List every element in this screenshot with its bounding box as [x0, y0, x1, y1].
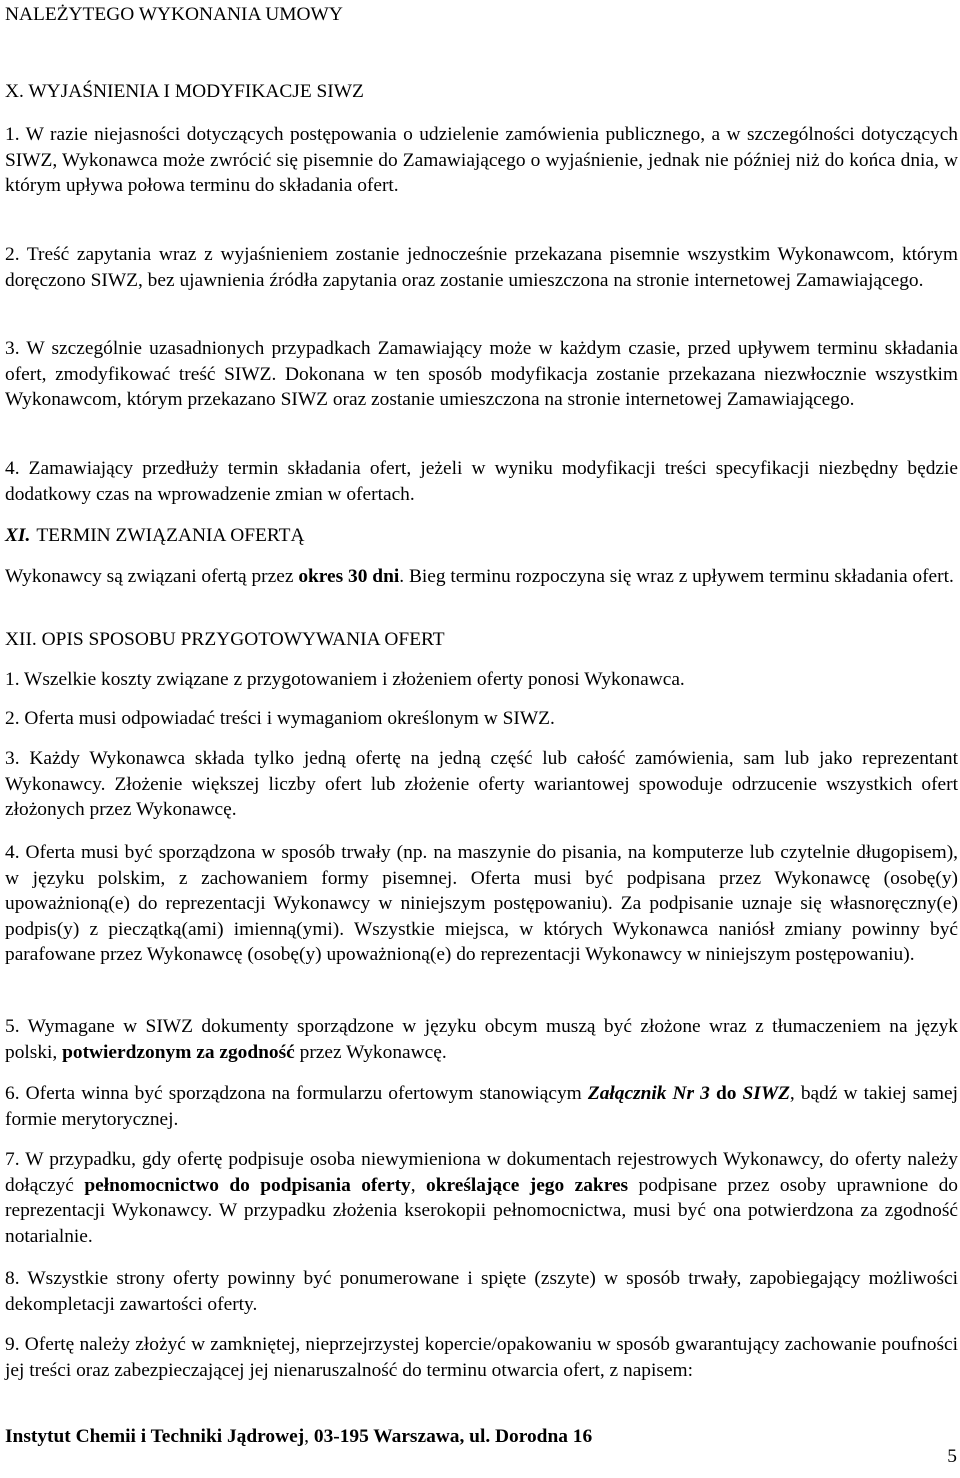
section-xi-title: TERMIN ZWIĄZANIA OFERTĄ	[36, 525, 305, 546]
section-x-heading: X. WYJAŚNIENIA I MODYFIKACJE SIWZ	[5, 81, 364, 102]
section-xii-paragraph-7: 7. W przypadku, gdy ofertę podpisuje osoba niewymieniona w dokumentach rejestrowych Wykonawcy, do oferty należy dołączyć pełnomocnictwo do podpisania oferty, określające jego zakres podpisane przez osoby uprawnione do reprezentacji Wykonawcy. W przypadku złożenia kserokopii pełnomocnictwa, musi być ona potwierdzona za zgodność notarialnie.	[5, 1149, 959, 1247]
section-x-paragraph-1: 1. W razie niejasności dotyczących postępowania o udzielenie zamówienia publicznego, a w szczególności dotyczących SIWZ, Wykonawca może zwrócić się pisemnie do Zamawiającego o wyjaśnienie, jednak nie później niż do końca dnia, w którym upływa połowa terminu do składania ofert.	[5, 124, 958, 196]
top-line: NALEŻYTEGO WYKONANIA UMOWY	[5, 4, 343, 25]
section-xi-heading	[5, 523, 958, 549]
section-xii-paragraph-3: 3. Każdy Wykonawca składa tylko jedną ofertę na jedną część lub całość zamówienia, sam lub jako reprezentant Wykonawcy. Złożenie większej liczby ofert lub złożenie oferty wariantowej spowoduje odrzucenie wszystkich ofert złożonych przez Wykonawcę.	[5, 748, 958, 820]
section-xii-paragraph-9: 9. Ofertę należy złożyć w zamkniętej, nieprzejrzystej kopercie/opakowaniu w sposób gwarantujący zachowanie poufności jej treści oraz zabezpieczającej jej nienaruszalność do terminu otwarcia ofert, z napisem:	[5, 1334, 958, 1381]
section-xii-heading: XII. OPIS SPOSOBU PRZYGOTOWYWANIA OFERT	[5, 629, 445, 650]
section-xii-paragraph-5: 5. Wymagane w SIWZ dokumenty sporządzone w języku obcym muszą być złożone wraz z tłumaczeniem na język polski, potwierdzonym za zgodność przez Wykonawcę.	[5, 1016, 958, 1063]
section-xii-paragraph-6: 6. Oferta winna być sporządzona na formularzu ofertowym stanowiącym Załącznik Nr 3 do SIWZ, bądź w takiej samej formie merytorycznej.	[5, 1083, 958, 1130]
section-x-paragraph-3: 3. W szczególnie uzasadnionych przypadkach Zamawiający może w każdym czasie, przed upływem terminu składania ofert, zmodyfikować treść SIWZ. Dokonana w ten sposób modyfikacja zostanie przekazana niezwłocznie wszystkim Wykonawcom, którym przekazano SIWZ oraz zostanie umieszczona na stronie internetowej Zamawiającego.	[5, 338, 958, 410]
page-number: 5	[947, 1446, 957, 1467]
section-xi-number: XI.	[5, 525, 31, 546]
envelope-address: Instytut Chemii i Techniki Jądrowej, 03-195 Warszawa, ul. Dorodna 16	[5, 1426, 593, 1447]
section-x-paragraph-2: 2. Treść zapytania wraz z wyjaśnieniem zostanie jednocześnie przekazana pisemnie wszystkim Wykonawcom, którym doręczono SIWZ, bez ujawnienia źródła zapytania oraz zostanie umieszczona na stronie internetowej Zamawiającego.	[5, 244, 958, 291]
section-x-paragraph-4: 4. Zamawiający przedłuży termin składania ofert, jeżeli w wyniku modyfikacji treści specyfikacji niezbędny będzie dodatkowy czas na wprowadzenie zmian w ofertach.	[5, 458, 958, 505]
attachment-reference: Załącznik Nr 3	[587, 1083, 710, 1104]
section-xii-paragraph-2: 2. Oferta musi odpowiadać treści i wymaganiom określonym w SIWZ.	[5, 708, 555, 729]
section-xii-paragraph-8: 8. Wszystkie strony oferty powinny być ponumerowane i spięte (zszyte) w sposób trwały, zapobiegający możliwości dekompletacji zawartości oferty.	[5, 1268, 958, 1315]
section-xi-paragraph: Wykonawcy są związani ofertą przez okres 30 dni. Bieg terminu rozpoczyna się wraz z upływem terminu składania ofert.	[5, 566, 954, 587]
section-xii-paragraph-1: 1. Wszelkie koszty związane z przygotowaniem i złożeniem oferty ponosi Wykonawca.	[5, 669, 685, 690]
section-xii-paragraph-4: 4. Oferta musi być sporządzona w sposób trwały (np. na maszynie do pisania, na komputerze lub czytelnie długopisem), w języku polskim, z zachowaniem formy pisemnej. Oferta musi być podpisana przez Wykonawcę (osobę(y) upoważnioną(e) do reprezentacji Wykonawcy w niniejszym postępowaniu). Za podpisanie uznaje się własnoręczny(e) podpis(y) z pieczątką(ami) imienną(ymi). Wszystkie miejsca, w których Wykonawca naniósł zmiany powinny być parafowane przez Wykonawcę (osobę(y) upoważnioną(e) do reprezentacji Wykonawcy w niniejszym postępowaniu).	[5, 842, 958, 965]
binding-period: okres 30 dni	[298, 566, 400, 587]
